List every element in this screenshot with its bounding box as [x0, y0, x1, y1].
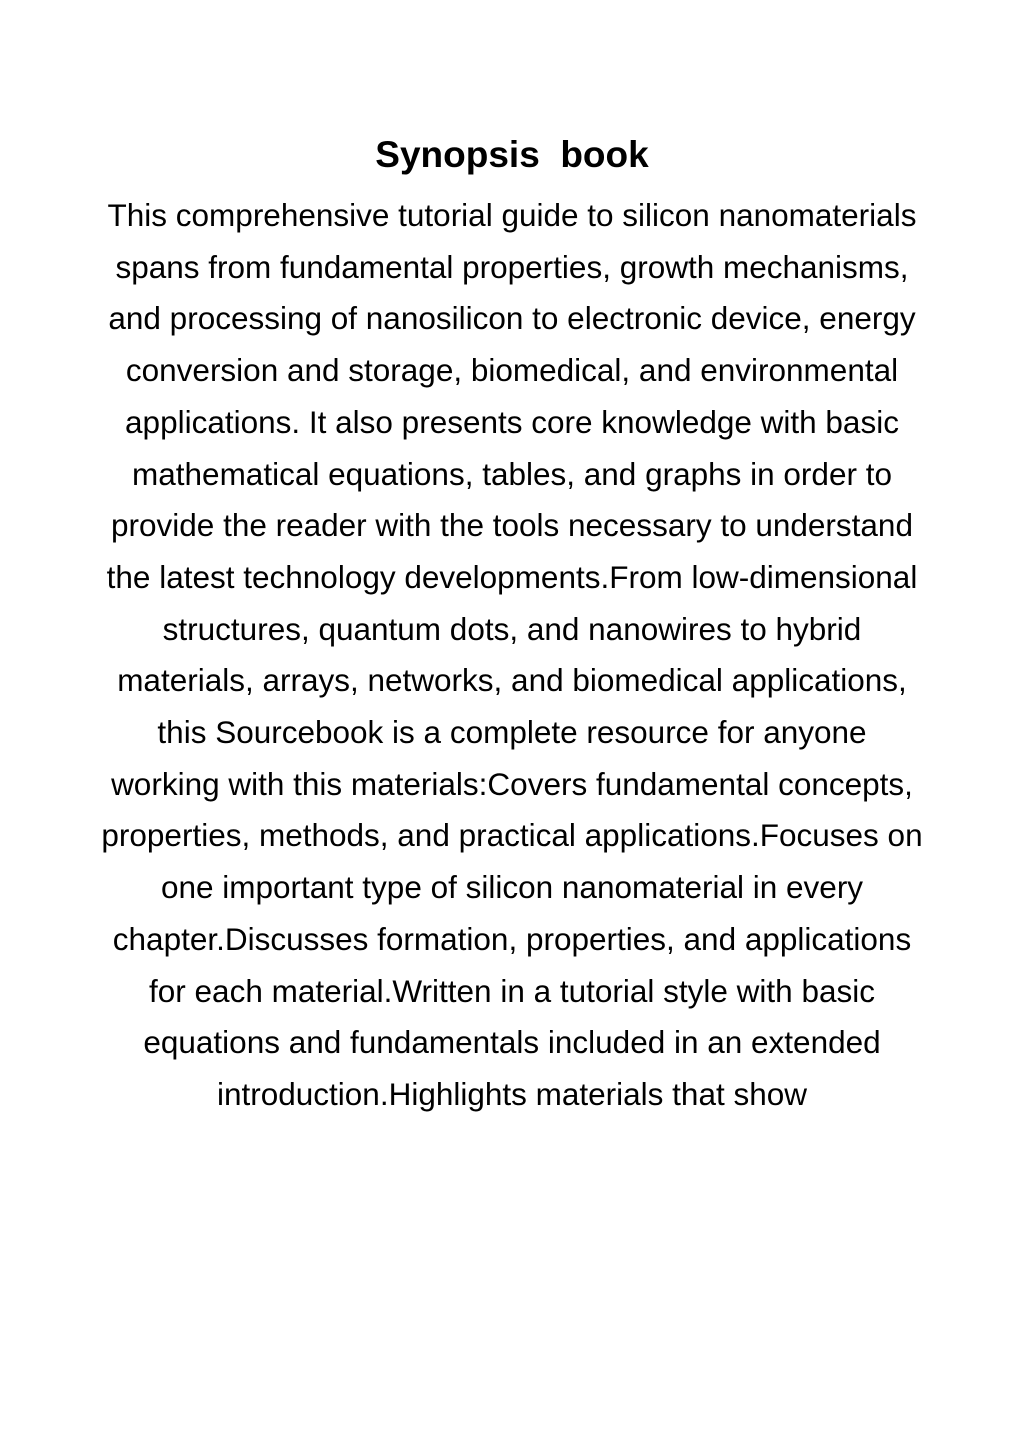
body-line: properties, methods, and practical applications.Focuses on — [101, 817, 923, 854]
body-line: and processing of nanosilicon to electronic device, energy — [108, 300, 916, 337]
synopsis-body — [0, 190, 1024, 1121]
body-line: for each material.Written in a tutorial style with basic — [149, 972, 875, 1009]
page-title: Synopsis book — [375, 134, 649, 175]
body-line: the latest technology developments.From low-dimensional — [106, 558, 918, 595]
body-line: this Sourcebook is a complete resource for anyone — [157, 714, 867, 751]
body-line: conversion and storage, biomedical, and environmental — [125, 352, 899, 389]
body-line: mathematical equations, tables, and graphs in order to — [132, 455, 892, 492]
body-line: provide the reader with the tools necessary to understand — [111, 507, 913, 544]
body-line: materials, arrays, networks, and biomedical applications, — [117, 662, 907, 699]
body-line: spans from fundamental properties, growth mechanisms, — [115, 248, 909, 285]
body-line: applications. It also presents core knowledge with basic — [125, 403, 899, 440]
body-line: chapter.Discusses formation, properties, and applications — [112, 920, 912, 957]
body-line: working with this materials:Covers fundamental concepts, — [111, 765, 913, 802]
body-line: This comprehensive tutorial guide to silicon nanomaterials — [107, 197, 917, 233]
body-line: structures, quantum dots, and nanowires to hybrid — [162, 610, 862, 647]
body-line: equations and fundamentals included in an extended — [143, 1024, 881, 1061]
body-line: introduction.Highlights materials that show — [216, 1075, 808, 1112]
body-line: one important type of silicon nanomaterial in every — [160, 869, 864, 906]
